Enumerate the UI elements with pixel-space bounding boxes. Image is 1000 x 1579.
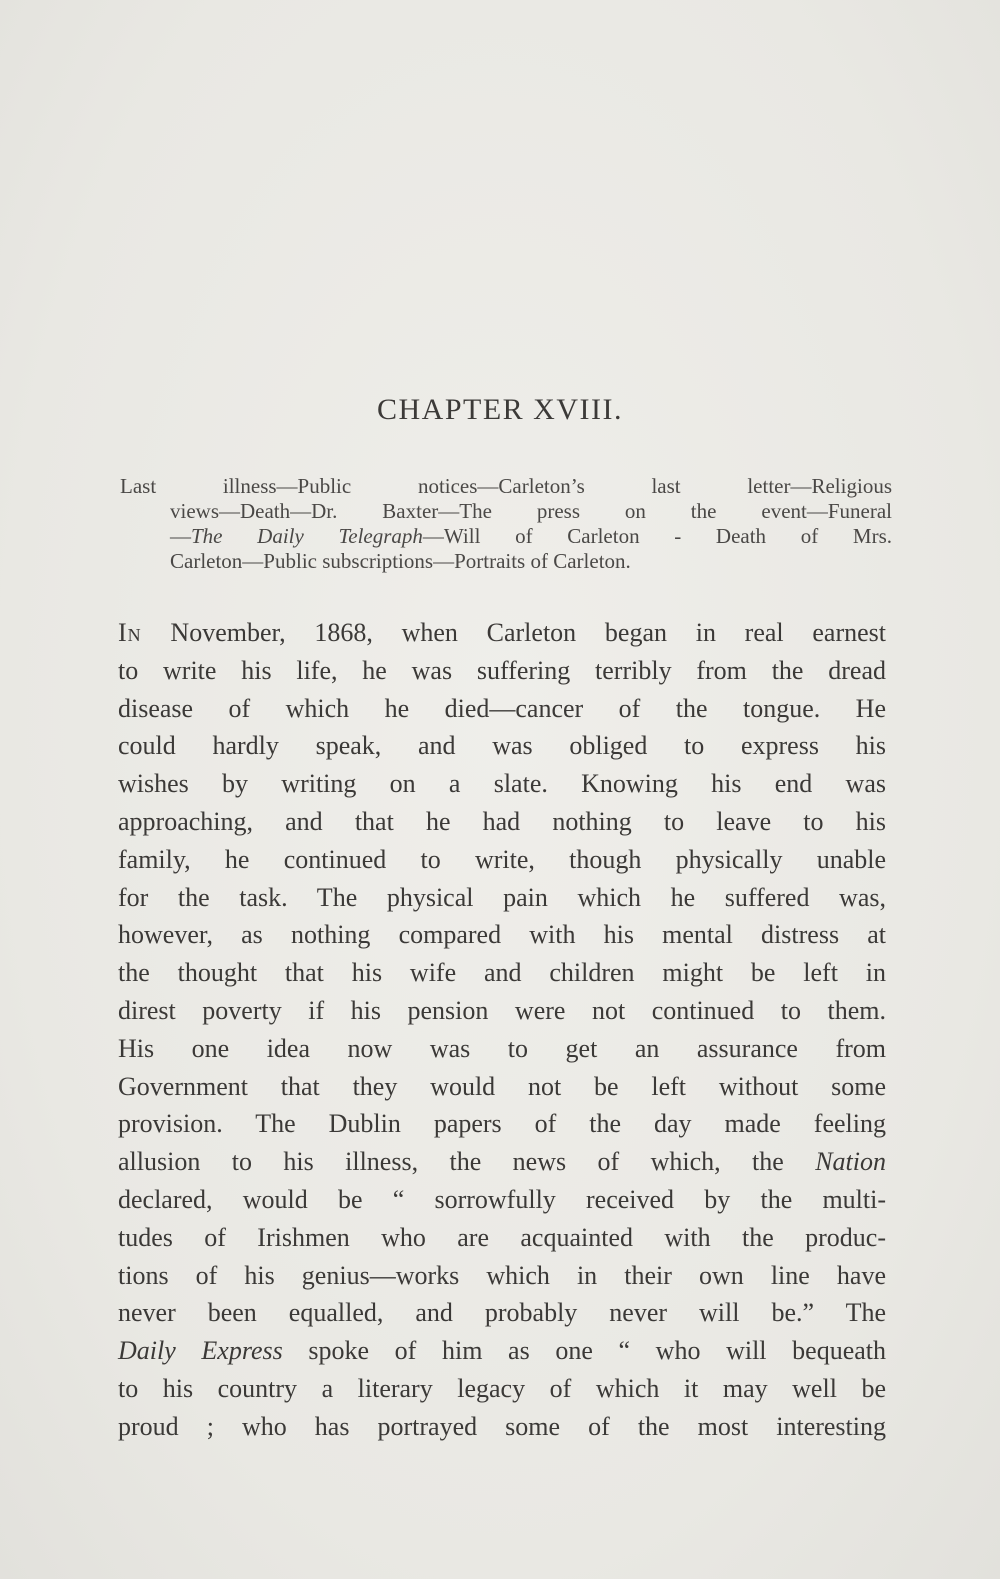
body-paragraph <box>118 614 886 1446</box>
chapter-title: CHAPTER XVIII. <box>377 393 623 426</box>
body-line: for the task. The physical pain which he suffered was, <box>118 882 886 912</box>
body-line: tions of his genius—works which in their own line have <box>118 1260 886 1290</box>
body-line: however, as nothing compared with his mental distress at <box>118 920 886 950</box>
body-line: to write his life, he was suffering terribly from the dread <box>118 655 886 685</box>
synopsis-italic-title: The Daily Telegraph <box>191 524 423 548</box>
body-line: disease of which he died—cancer of the tongue. He <box>118 693 886 723</box>
body-line: the thought that his wife and children might be left in <box>118 958 886 988</box>
opening-word: In <box>118 618 142 647</box>
body-line: wishes by writing on a slate. Knowing his end was <box>118 769 886 799</box>
body-line: declared, would be “ sorrowfully received by the multi- <box>118 1184 886 1214</box>
body-line <box>118 1332 886 1370</box>
synopsis-line-text: Carleton—Public subscriptions—Portraits of Carleton. <box>170 549 631 573</box>
body-line: approaching, and that he had nothing to leave to his <box>118 806 886 836</box>
italic-title-daily-express: Daily Express <box>118 1336 283 1366</box>
body-line-text: November, 1868, when Carleton began in real earnest <box>170 618 887 647</box>
body-line: never been equalled, and probably never will be.” The <box>118 1298 886 1328</box>
synopsis-line <box>120 549 892 574</box>
body-line: His one idea now was to get an assurance from <box>118 1033 886 1063</box>
synopsis-line: Last illness—Public notices—Carleton’s last letter—Religious <box>120 474 892 498</box>
body-line-text: allusion to his illness, the news of which, the <box>118 1147 784 1177</box>
synopsis-dash: — <box>170 524 191 548</box>
body-line: could hardly speak, and was obliged to express his <box>118 731 886 761</box>
body-line: provision. The Dublin papers of the day made feeling <box>118 1109 886 1139</box>
italic-title-nation: Nation <box>815 1147 886 1177</box>
synopsis-line <box>120 499 892 524</box>
body-line: proud ; who has portrayed some of the most interesting <box>118 1411 886 1441</box>
body-line: Government that they would not be left without some <box>118 1071 886 1101</box>
body-line: to his country a literary legacy of which it may well be <box>118 1373 886 1403</box>
body-line: family, he continued to write, though physically unable <box>118 844 886 874</box>
chapter-synopsis <box>120 474 892 574</box>
synopsis-line-text: —Will of Carleton - Death of Mrs. <box>422 524 892 548</box>
body-line: direst poverty if his pension were not continued to them. <box>118 995 886 1025</box>
body-line-text: spoke of him as one “ who will bequeath <box>308 1336 886 1366</box>
synopsis-line <box>120 524 892 549</box>
synopsis-line-text: views—Death—Dr. Baxter—The press on the event—Funeral <box>170 499 892 523</box>
body-line <box>118 614 886 652</box>
body-line <box>118 1143 886 1181</box>
body-line: tudes of Irishmen who are acquainted with the produc- <box>118 1222 886 1252</box>
